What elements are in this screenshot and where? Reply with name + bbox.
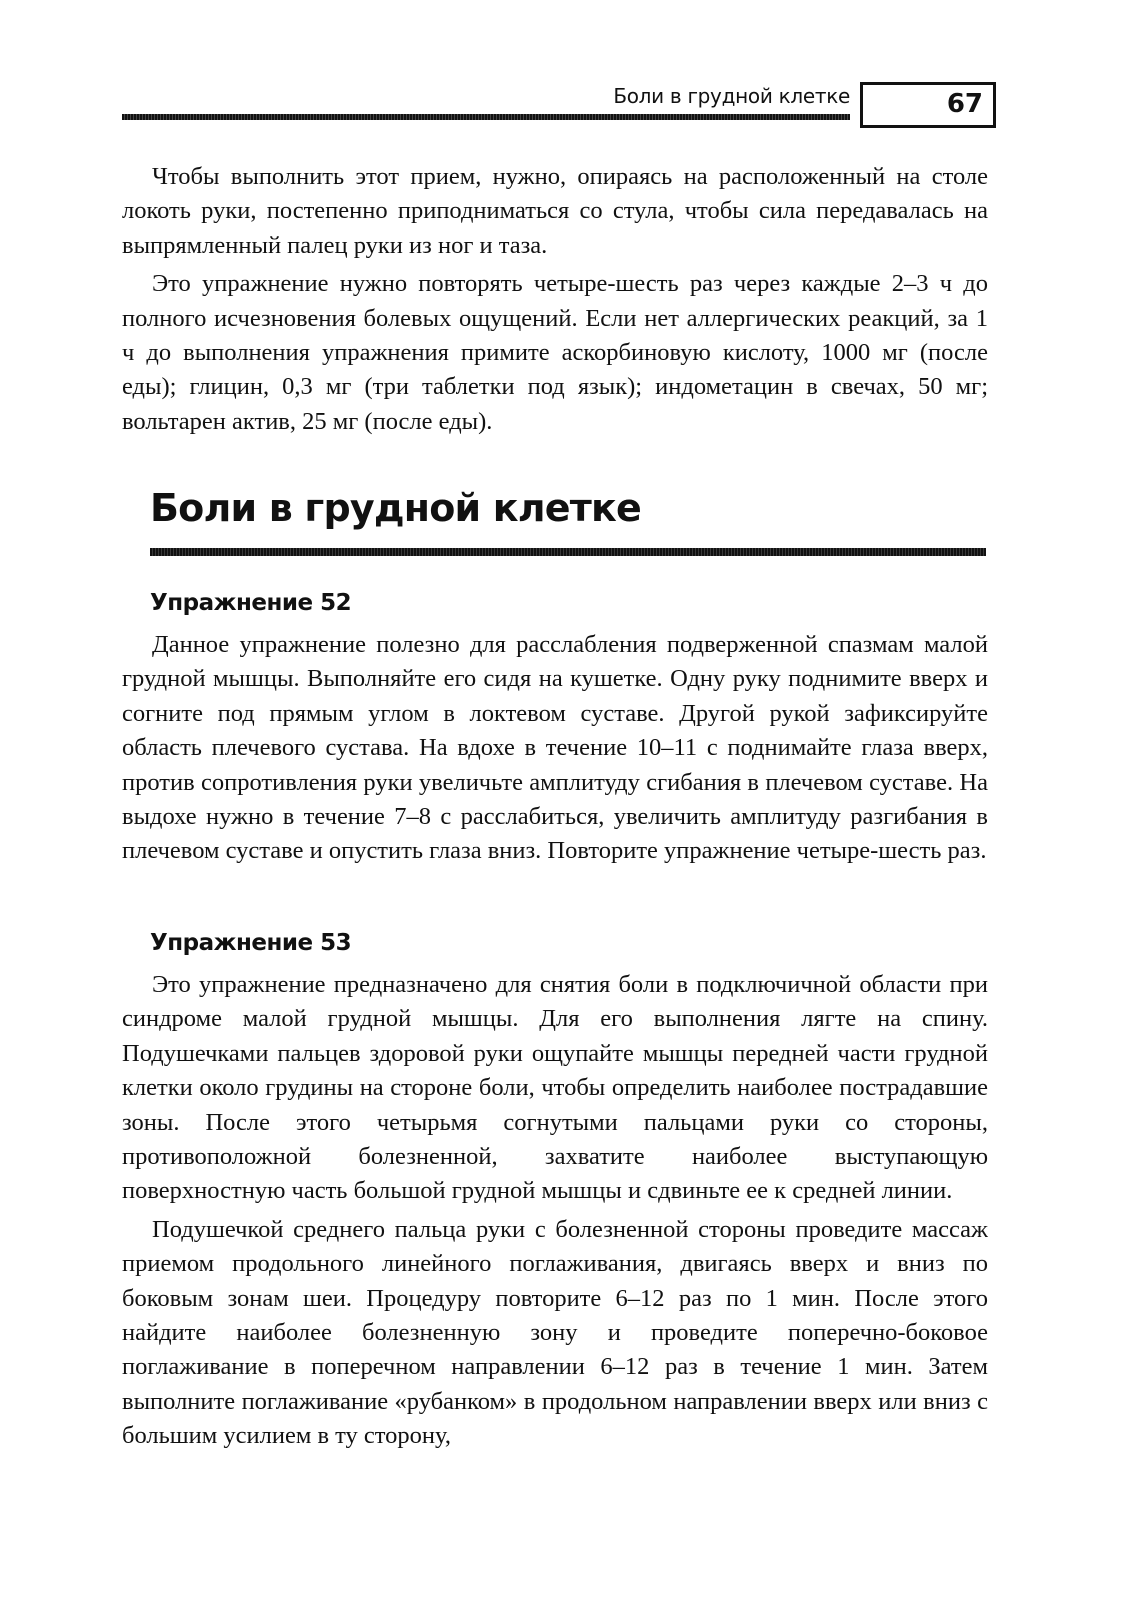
exercise-53-paragraph-1: Это упражнение предназначено для снятия боли в подключичной области при синдроме малой грудной мышцы. Для его выполнения лягте на спину. Подушечками пальцев здоровой руки ощупайте мышцы передней части грудной клетки около грудины на стороне боли, чтобы определить наиболее пострадавшие зоны. После этого четырьмя согнутыми пальцами руки со стороны, противоположной болезненной, захватите наиболее выступающую поверхностную часть большой грудной мышцы и сдвиньте ее к средней линии.: [122, 971, 988, 1205]
exercise-52-paragraph-1: Данное упражнение полезно для расслабления подверженной спазмам малой грудной мышцы. Выполняйте его сидя на кушетке. Одну руку поднимите вверх и согните под прямым углом в локтевом суставе. Другой рукой зафиксируйте область плечевого сустава. На вдохе в течение 10–11 с поднимайте глаза вверх, против сопротивления руки увеличьте амплитуду сгибания в плечевом суставе. На выдохе нужно в течение 7–8 с расслабиться, увеличить амплитуду разгибания в плечевом суставе и опустить глаза вниз. Повторите упражнение четыре-шесть раз.: [122, 631, 988, 865]
intro-text: [122, 160, 988, 439]
exercise-52-title: Упражнение 52: [150, 590, 352, 616]
exercise-53-paragraph-2: Подушечкой среднего пальца руки с болезненной стороны проведите массаж приемом продольного линейного поглаживания, двигаясь вверх и вниз по боковым зонам шеи. Процедуру повторите 6–12 раз по 1 мин. После этого найдите наиболее болезненную зону и проведите поперечно-боковое поглаживание в поперечном направлении 6–12 раз в течение 1 мин. Затем выполните поглаживание «рубанком» в продольном направлении вверх или вниз с большим усилием в ту сторону,: [122, 1215, 988, 1450]
exercise-52-text: [122, 628, 988, 869]
intro-paragraph-2: Это упражнение нужно повторять четыре-шесть раз через каждые 2–3 ч до полного исчезновения болевых ощущений. Если нет аллергических реакций, за 1 ч до выполнения упражнения примите аскорбиновую кислоту, 1000 мг (после еды); глицин, 0,3 мг (три таблетки под язык); индометацин в свечах, 50 мг; вольтарен актив, 25 мг (после еды).: [122, 270, 988, 435]
page-number: 67: [946, 89, 983, 119]
section-title: Боли в грудной клетке: [150, 486, 641, 530]
section-rule: [150, 548, 986, 556]
running-title: Боли в грудной клетке: [613, 84, 850, 108]
page-number-box: [860, 82, 996, 128]
exercise-53-text: [122, 968, 988, 1454]
intro-paragraph-1: Чтобы выполнить этот прием, нужно, опираясь на расположенный на столе локоть руки, постепенно приподниматься со стула, чтобы сила передавалась на выпрямленный палец руки из ног и таза.: [122, 163, 988, 259]
running-header: [122, 78, 1000, 138]
exercise-53-title: Упражнение 53: [150, 930, 352, 956]
header-rule: [122, 114, 850, 120]
